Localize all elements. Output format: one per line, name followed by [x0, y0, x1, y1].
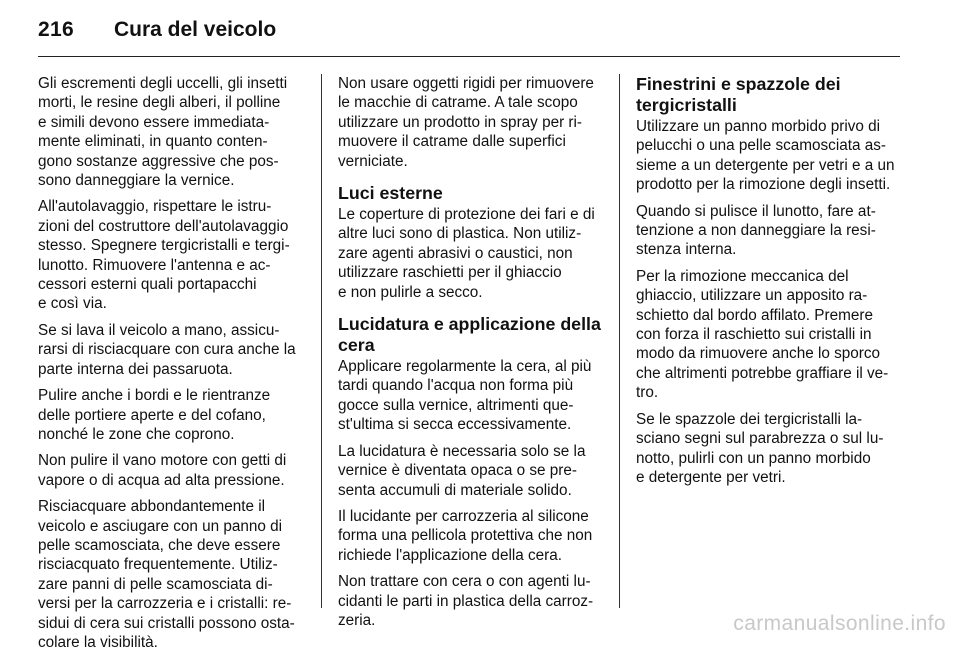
- text-line: richiede l'applicazione della cera.: [338, 546, 563, 564]
- text-line: sono danneggiare la vernice.: [38, 172, 235, 190]
- text-line: pelucchi o una pelle scamosciata as-: [636, 137, 886, 155]
- section-body-lucidatura: [338, 357, 610, 630]
- text-line: notto, pulirli con un panno morbido: [636, 449, 871, 467]
- text-line: muovere il catrame dalle superfici: [338, 133, 566, 151]
- text-line: All'autolavaggio, rispettare le istru-: [38, 198, 272, 216]
- text-line: Gli escrementi degli uccelli, gli insetti: [38, 75, 288, 92]
- text-line: zare panni di pelle scamosciata di-: [38, 575, 273, 593]
- text-line: Non trattare con cera o con agenti lu-: [338, 573, 591, 591]
- paragraph: [338, 357, 610, 435]
- text-line: Applicare regolarmente la cera, al più: [338, 358, 592, 376]
- paragraph: [38, 451, 310, 490]
- text-line: vapore o di acqua ad alta pressione.: [38, 471, 285, 489]
- text-line: zioni del costruttore dell'autolavaggio: [38, 217, 289, 235]
- paragraph: [338, 205, 610, 302]
- text-line: Se le spazzole dei tergicristalli la-: [636, 410, 863, 428]
- column-middle: [338, 74, 610, 637]
- text-line: sciano segni sul parabrezza o sul lu-: [636, 430, 884, 448]
- text-line: lunotto. Rimuovere l'antenna e ac-: [38, 256, 271, 274]
- header-rule: [38, 56, 900, 57]
- paragraph: [38, 386, 310, 444]
- text-line: pelle scamosciata, che deve essere: [38, 536, 281, 554]
- paragraph: [338, 572, 610, 630]
- text-line: prodotto per la rimozione degli insetti.: [636, 176, 891, 194]
- text-line: Pulire anche i bordi e le rientranze: [38, 387, 271, 405]
- paragraph: [636, 202, 908, 260]
- section-body-finestrini: [636, 117, 908, 487]
- text-line: tenzione a non danneggiare la resi-: [636, 222, 876, 240]
- text-line: rarsi di risciacquare con cura anche la: [38, 341, 296, 359]
- column-right: [636, 74, 908, 494]
- paragraph: [38, 497, 310, 652]
- text-line: vernice è diventata opaca o se pre-: [338, 462, 577, 480]
- watermark: carmanualsonline.info: [733, 612, 946, 635]
- text-line: colare la visibilità.: [38, 633, 158, 651]
- section-body-luci-esterne: [338, 205, 610, 302]
- text-line: stesso. Spegnere tergicristalli e tergi-: [38, 237, 290, 255]
- text-line: Se si lava il veicolo a mano, assicu-: [38, 321, 280, 339]
- paragraph: [338, 442, 610, 500]
- text-line: cessori esterni quali portapacchi: [38, 276, 257, 294]
- section-heading-lucidatura: [338, 314, 610, 356]
- text-line: Quando si pulisce il lunotto, fare at-: [636, 202, 876, 220]
- text-line: nonché le zone che coprono.: [38, 425, 235, 443]
- text-line: risciacquato frequentemente. Utiliz-: [38, 556, 278, 574]
- text-line: forma una pellicola protettiva che non: [338, 527, 593, 545]
- intro-text: [338, 74, 610, 171]
- page-number: 216: [38, 18, 74, 41]
- text-line: Le coperture di protezione dei fari e di: [338, 206, 595, 224]
- text-line: Non usare oggetti rigidi per rimuovere: [338, 75, 594, 92]
- text-line: stenza interna.: [636, 241, 737, 259]
- text-line: parte interna dei passaruota.: [38, 360, 233, 378]
- paragraph: [338, 507, 610, 565]
- text-line: gono sostanze aggressive che pos-: [38, 152, 279, 170]
- text-line: e non pulirle a secco.: [338, 283, 483, 301]
- paragraph: [636, 410, 908, 488]
- text-line: cera: [338, 335, 375, 356]
- text-line: sidui di cera sui cristalli possono osta-: [38, 614, 295, 632]
- page-header: [38, 18, 276, 48]
- chapter-title: Cura del veicolo: [113, 18, 277, 41]
- section-heading-luci-esterne: [338, 183, 610, 204]
- text-line: senta accumuli di materiale solido.: [338, 481, 572, 499]
- text-line: sieme a un detergente per vetri e a un: [636, 156, 895, 174]
- paragraph: [636, 267, 908, 403]
- text-line: verniciate.: [338, 152, 408, 170]
- text-line: Per la rimozione meccanica del: [636, 267, 849, 285]
- text-line: con forza il raschietto sui cristalli in: [636, 326, 872, 344]
- text-line: La lucidatura è necessaria solo se la: [338, 442, 586, 460]
- text-line: Risciacquare abbondantemente il: [38, 498, 266, 516]
- section-heading-finestrini: [636, 74, 908, 116]
- paragraph: [38, 197, 310, 313]
- text-line: modo da rimuovere anche lo sporco: [636, 345, 881, 363]
- text-line: Non pulire il vano motore con getti di: [38, 452, 287, 470]
- text-line: utilizzare raschietti per il ghiaccio: [338, 264, 562, 282]
- text-line: morti, le resine degli alberi, il polline: [38, 94, 281, 112]
- text-line: Il lucidante per carrozzeria al silicone: [338, 507, 589, 525]
- text-line: zeria.: [338, 611, 376, 629]
- text-line: Lucidatura e applicazione della: [338, 314, 601, 335]
- text-line: zare agenti abrasivi o caustici, non: [338, 244, 573, 262]
- text-line: schietto dal bordo affilato. Premere: [636, 306, 873, 324]
- text-line: le macchie di catrame. A tale scopo: [338, 94, 578, 112]
- text-line: ghiaccio, utilizzare un apposito ra-: [636, 287, 868, 305]
- text-line: e così via.: [38, 295, 107, 313]
- text-line: Utilizzare un panno morbido privo di: [636, 118, 881, 135]
- text-line: tro.: [636, 384, 659, 402]
- text-line: Luci esterne: [338, 183, 443, 204]
- text-line: tardi quando l'acqua non forma più: [338, 377, 574, 395]
- column-divider-2: [619, 74, 620, 608]
- text-line: altre luci sono di plastica. Non utiliz-: [338, 225, 582, 243]
- paragraph: [338, 74, 610, 171]
- column-left: [38, 74, 310, 659]
- paragraph: [636, 117, 908, 195]
- column-divider-1: [321, 74, 322, 608]
- text-line: e detergente per vetri.: [636, 468, 786, 486]
- text-line: che altrimenti potrebbe graffiare il ve-: [636, 364, 889, 382]
- text-line: e simili devono essere immediata-: [38, 113, 270, 131]
- text-line: delle portiere aperte e del cofano,: [38, 406, 266, 424]
- paragraph: [38, 321, 310, 379]
- text-line: mente eliminati, in quanto conten-: [38, 133, 268, 151]
- text-line: st'ultima si secca eccessivamente.: [338, 416, 572, 434]
- text-line: Finestrini e spazzole dei: [636, 74, 841, 94]
- text-line: gocce sulla vernice, altrimenti que-: [338, 396, 574, 414]
- text-line: veicolo e asciugare con un panno di: [38, 517, 283, 535]
- text-line: tergicristalli: [636, 95, 737, 115]
- text-line: versi per la carrozzeria e i cristalli: re-: [38, 595, 292, 613]
- text-line: cidanti le parti in plastica della carroz-: [338, 592, 594, 610]
- text-line: utilizzare un prodotto in spray per ri-: [338, 113, 583, 131]
- paragraph: [38, 74, 310, 190]
